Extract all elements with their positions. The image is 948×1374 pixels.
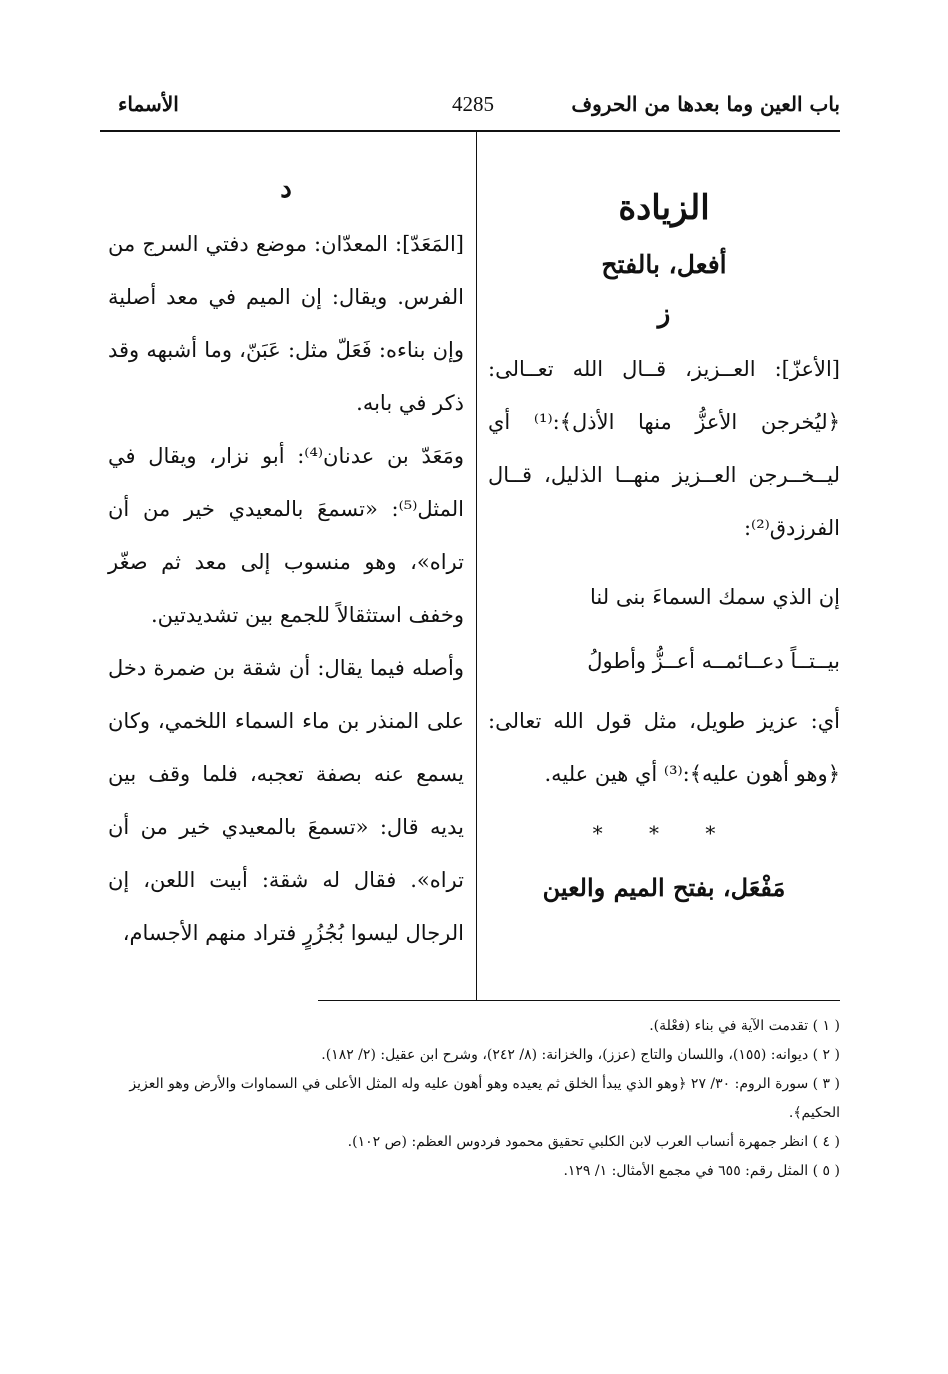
running-head-section: الأسماء: [118, 92, 179, 116]
entry-paragraph: [المَعَدّ]: المعدّان: موضع دفتي السرج من الفرس. ويقال: إن الميم في معد أصلية وإن بناءه: فَعَلّ مثل: عَبَنّ، وما أشبهه وقد ذكر في بابه.: [108, 232, 464, 415]
footnote: ( ٣ ) سورة الروم: ٣٠/ ٢٧ ﴿وهو الذي يبدأ الخلق ثم يعيده وهو أهون عليه وله المثل الأعلى في السماوات والأرض وهو العزيز الحكيم﴾.: [129, 1076, 840, 1121]
footnotes: [108, 1012, 840, 1186]
entry-paragraph: ومَعَدّ بن عدنان⁽⁴⁾: أبو نزار، ويقال في المثل⁽⁵⁾: «تسمعَ بالمعيدي خير من أن تراه»، وهو منسوب إلى معد ثم صغّر وخفف استثقالاً للجمع بين تشديدتين.: [108, 444, 464, 627]
entry-paragraph: [الأعزّ]: العــزيز، قــال الله تعــالى: ﴿ليُخرجن الأعزُّ منها الأذل﴾:⁽¹⁾ أي ليــخــرجن العــزيز منهــا الذليل، قــال الفرزدق⁽²⁾:: [488, 357, 840, 540]
footnote: ( ٤ ) انظر جمهرة أنساب العرب لابن الكلبي تحقيق محمود فردوس العظم: (ص ١٠٢).: [347, 1134, 840, 1150]
footnote: ( ٥ ) المثل رقم: ٦٥٥ في مجمع الأمثال: ١/ ١٢٩.: [563, 1163, 840, 1179]
running-head-chapter: باب العين وما بعدها من الحروف: [571, 92, 840, 116]
entry-paragraph: أي: عزيز طويل، مثل قول الله تعالى: ﴿وهو أهون عليه﴾:⁽³⁾ أي هين عليه.: [488, 709, 840, 786]
column-divider: [476, 130, 477, 1000]
verse-line-2: بيــتــاً دعــائمــه أعــزُّ وأطولُ: [587, 649, 840, 673]
letter-heading: ز: [657, 299, 671, 329]
verse-line-1: إن الذي سمك السماءَ بنى لنا: [590, 585, 840, 609]
pattern-heading: مَفْعَل، بفتح الميم والعين: [542, 873, 786, 902]
header-rule: [100, 130, 840, 132]
pattern-heading: أفعل، بالفتح: [601, 250, 727, 279]
section-title: الزيادة: [618, 188, 710, 228]
page-number: 4285: [452, 92, 494, 116]
section-separator: * * *: [592, 821, 736, 845]
footnote: ( ١ ) تقدمت الآية في بناء (فعْلة).: [649, 1018, 840, 1034]
footnote-rule: [318, 1000, 840, 1001]
left-column: [108, 150, 464, 960]
footnote: ( ٢ ) ديوانه: (١٥٥)، واللسان والتاج (عزز)، والخزانة: (٨/ ٢٤٢)، وشرح ابن عقيل: (٢/ ١٨٢).: [321, 1047, 840, 1063]
letter-heading: د: [280, 174, 292, 204]
right-column: [488, 150, 840, 908]
entry-paragraph: وأصله فيما يقال: أن شقة بن ضمرة دخل على المنذر بن ماء السماء اللخمي، وكان يسمع عنه بصفة تعجبه، فلما وقف بين يديه قال: «تسمعَ بالمعيدي خير من أن تراه». فقال له شقة: أبيت اللعن، إن الرجال ليسوا بُجُزُرٍ فتراد منهم الأجسام،: [108, 656, 464, 945]
